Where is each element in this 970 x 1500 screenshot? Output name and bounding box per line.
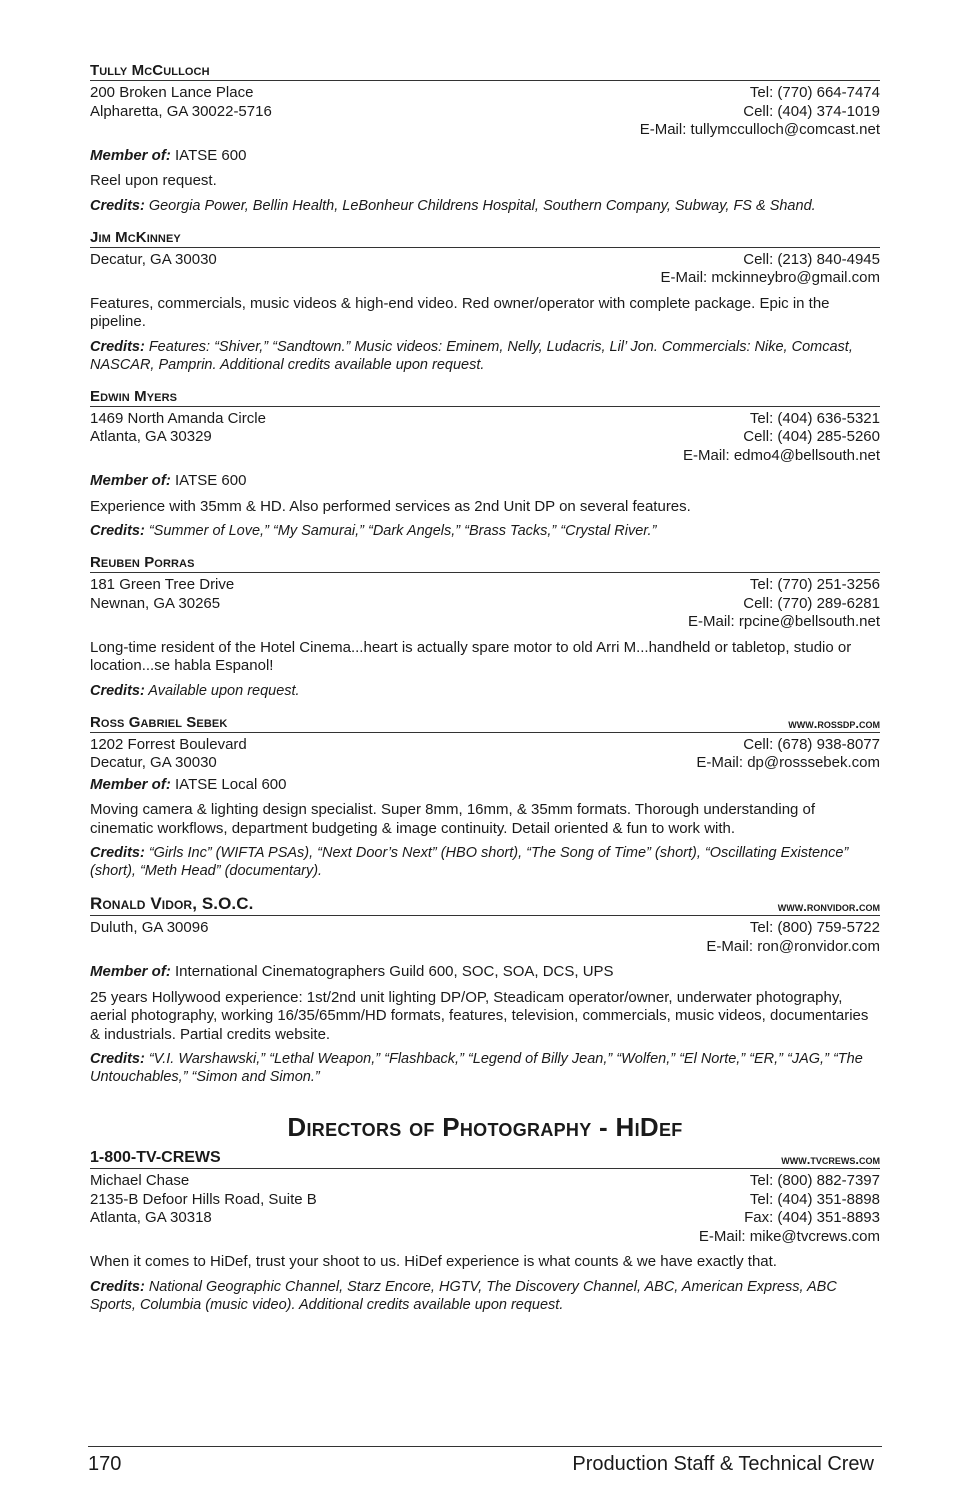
listing-edwin-myers	[90, 388, 880, 541]
phone-line: Tel: (404) 351-8898	[749, 1190, 880, 1208]
phone-line: Cell: (678) 938-8077	[743, 735, 880, 753]
address-line: Duluth, GA 30096	[90, 919, 209, 936]
credits: Credits: Features: “Shiver,” “Sandtown.” Music videos: Eminem, Nelly, Ludacris, Lil’ Jon. Commercials: Nike, Comcast, NASCAR, Pamprin. Additional credits available upon request.	[90, 338, 853, 373]
credits: Credits: Available upon request.	[90, 682, 300, 699]
membership: Member of: IATSE Local 600	[90, 775, 287, 793]
phone-line: Cell: (404) 285-5260	[743, 428, 880, 445]
directory-page	[90, 62, 880, 1328]
listing-tv-crews	[90, 1149, 880, 1314]
listing-header	[90, 554, 880, 573]
address-line: Atlanta, GA 30318	[90, 1209, 212, 1226]
contact-block	[90, 919, 880, 956]
membership: Member of: IATSE 600	[90, 472, 247, 489]
description: Experience with 35mm & HD. Also performed services as 2nd Unit DP on several features.	[90, 497, 691, 515]
phone-line: Cell: (213) 840-4945	[743, 250, 880, 268]
address-line: 200 Broken Lance Place	[90, 84, 254, 101]
section-title: Directors of Photography - HiDef	[287, 1112, 683, 1142]
contact-person: Michael Chase	[90, 1172, 190, 1189]
address-line: Decatur, GA 30030	[90, 754, 217, 771]
contact-block	[90, 84, 880, 140]
credits: Credits: “Girls Inc” (WIFTA PSAs), “Next Door’s Next” (HBO short), “The Song of Time” (short), “Oscillating Existence” (short), “Meth Head” (documentary).	[90, 845, 849, 879]
listing-header	[90, 894, 880, 916]
description: Features, commercials, music videos & high-end video. Red owner/operator with complete package. Epic in the pipeline.	[90, 294, 830, 330]
credits: Credits: “V.I. Warshawski,” “Lethal Weapon,” “Flashback,” “Legend of Billy Jean,” “Wolfen,” “El Norte,” “ER,” “JAG,” “The Untouchables,” “Simon and Simon.”	[90, 1051, 863, 1085]
phone-line: Cell: (770) 289-6281	[743, 594, 880, 612]
fax-line: Fax: (404) 351-8893	[744, 1209, 880, 1226]
phone-line: Tel: (800) 882-7397	[749, 1172, 880, 1189]
listing-name: Tully McCulloch	[90, 62, 210, 79]
listing-reuben-porras	[90, 554, 880, 700]
listing-name: Reuben Porras	[90, 554, 195, 571]
credits: Credits: National Geographic Channel, Starz Encore, HGTV, The Discovery Channel, ABC, American Express, ABC Sports, Columbia (music video). Additional credits available upon request.	[90, 1278, 837, 1313]
listing-name: Ronald Vidor, S.O.C.	[90, 894, 254, 913]
listing-header	[90, 714, 880, 733]
listing-name: Edwin Myers	[90, 387, 178, 405]
contact-block	[90, 576, 880, 632]
description: Reel upon request.	[90, 172, 217, 189]
membership: Member of: International Cinematographers Guild 600, SOC, SOA, DCS, UPS	[90, 963, 614, 980]
address-line: 2135-B Defoor Hills Road, Suite B	[90, 1190, 317, 1208]
contact-block	[90, 736, 880, 773]
listing-header	[90, 1149, 880, 1169]
email-line: E-Mail: rpcine@bellsouth.net	[688, 613, 880, 630]
listing-header	[90, 62, 880, 81]
listing-header	[90, 229, 880, 248]
phone-line: Cell: (404) 374-1019	[743, 102, 880, 120]
website-link[interactable]: www.rossdp.com	[788, 715, 880, 731]
email-line: E-Mail: mike@tvcrews.com	[698, 1227, 880, 1245]
contact-block	[90, 410, 880, 466]
membership: Member of: IATSE 600	[90, 146, 247, 164]
phone-line: Tel: (404) 636-5321	[749, 409, 880, 427]
listing-name: Ross Gabriel Sebek	[90, 713, 228, 731]
listing-ross-gabriel-sebek	[90, 714, 880, 881]
listing-name: 1-800-TV-CREWS	[90, 1149, 221, 1166]
email-line: E-Mail: edmo4@bellsouth.net	[683, 446, 880, 464]
listing-ronald-vidor	[90, 894, 880, 1086]
phone-line: Tel: (770) 664-7474	[749, 84, 880, 101]
website-link[interactable]: www.ronvidor.com	[777, 899, 880, 914]
address-line: Decatur, GA 30030	[90, 250, 217, 268]
email-line: E-Mail: mckinneybro@gmail.com	[660, 269, 880, 286]
address-line: 181 Green Tree Drive	[90, 576, 235, 593]
listing-header	[90, 388, 880, 407]
contact-block	[90, 1172, 880, 1246]
address-line: Atlanta, GA 30329	[90, 428, 212, 445]
listing-name: Jim McKinney	[90, 228, 181, 246]
credits: Credits: Georgia Power, Bellin Health, LeBonheur Childrens Hospital, Southern Company, Subway, FS & Shand.	[90, 197, 816, 214]
description: Moving camera & lighting design specialist. Super 8mm, 16mm, & 35mm formats. Thorough understanding of cinematic workflows, department budgeting & image continuity. Detail oriented & fun to work with.	[90, 801, 816, 837]
page-number: 170	[88, 1453, 122, 1475]
description: 25 years Hollywood experience: 1st/2nd unit lighting DP/OP, Steadicam operator/owner, underwater photography, aerial photography, working 16/35/65mm/HD formats, features, television, commercials, music videos, documentaries & industrials. Partial credits website.	[90, 988, 869, 1043]
phone-line: Tel: (770) 251-3256	[749, 576, 880, 593]
address-line: 1202 Forrest Boulevard	[90, 735, 247, 753]
email-line: E-Mail: tullymcculloch@comcast.net	[639, 121, 880, 138]
address-line: 1469 North Amanda Circle	[90, 409, 266, 427]
listing-tully-mcculloch	[90, 62, 880, 215]
page-footer	[88, 1446, 882, 1476]
footer-title: Production Staff & Technical Crew	[572, 1453, 874, 1475]
description: When it comes to HiDef, trust your shoot to us. HiDef experience is what counts & we have exactly that.	[90, 1253, 777, 1270]
website-link[interactable]: www.tvcrews.com	[781, 1152, 880, 1167]
address-line: Newnan, GA 30265	[90, 594, 221, 612]
credits: Credits: “Summer of Love,” “My Samurai,” “Dark Angels,” “Brass Tacks,” “Crystal River.”	[90, 523, 657, 539]
address-line: Alpharetta, GA 30022-5716	[90, 102, 272, 120]
email-line: E-Mail: ron@ronvidor.com	[706, 937, 880, 955]
description: Long-time resident of the Hotel Cinema...heart is actually spare motor to old Arri M...handheld or tabletop, studio or location...se habla Espanol!	[90, 638, 852, 674]
contact-block	[90, 251, 880, 288]
phone-line: Tel: (800) 759-5722	[749, 919, 880, 936]
email-line: E-Mail: dp@rosssebek.com	[696, 754, 880, 771]
listing-jim-mckinney	[90, 229, 880, 374]
